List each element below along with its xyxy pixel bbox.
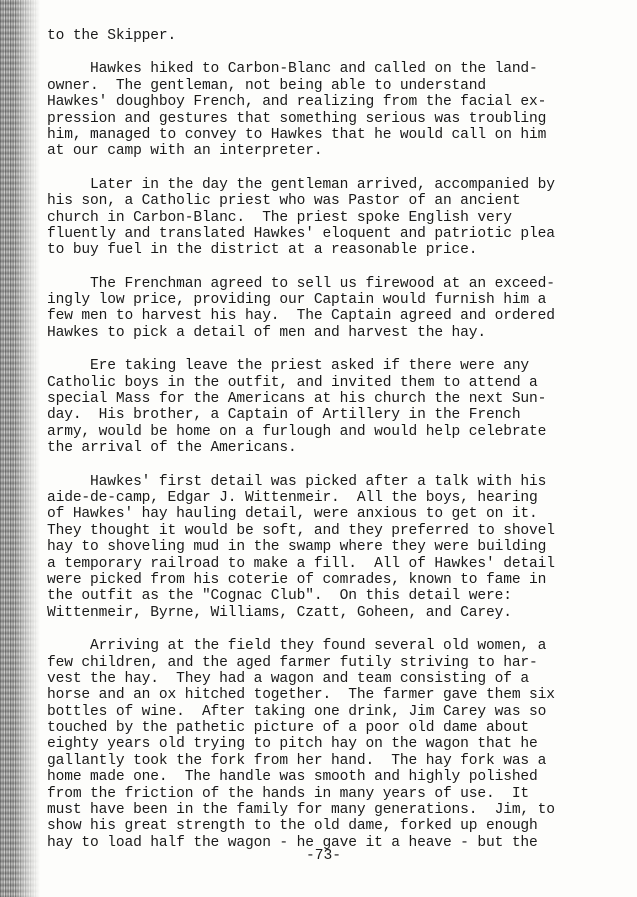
text-line: must have been in the family for many generations. Jim, to <box>47 802 555 819</box>
text-line: few children, and the aged farmer futily striving to har- <box>47 654 538 671</box>
text-line: day. His brother, a Captain of Artillery in the French <box>47 407 521 424</box>
text-line: special Mass for the Americans at his church the next Sun- <box>47 391 547 408</box>
text-line: at our camp with an interpreter. <box>47 143 323 160</box>
text-line: show his great strength to the old dame, forked up enough <box>47 818 538 835</box>
text-line: bottles of wine. After taking one drink, Jim Carey was so <box>47 703 547 720</box>
text-line: Later in the day the gentleman arrived, accompanied by <box>47 176 555 193</box>
paragraph <box>47 28 617 44</box>
paragraph <box>47 61 617 159</box>
text-line: to buy fuel in the district at a reasonable price. <box>47 242 478 259</box>
text-line: ingly low price, providing our Captain would furnish him a <box>47 292 547 309</box>
text-line: hay to load half the wagon - he gave it a heave - but the <box>47 834 538 851</box>
text-line: gallantly took the fork from her hand. The hay fork was a <box>47 752 547 769</box>
page-number: -73- <box>305 848 342 864</box>
text-line: of Hawkes' hay hauling detail, were anxious to get on it. <box>47 506 538 523</box>
paragraph <box>47 177 617 259</box>
paragraph <box>47 276 617 342</box>
text-line: Arriving at the field they found several old women, a <box>47 638 547 655</box>
text-line: Hawkes hiked to Carbon-Blanc and called on the land- <box>47 61 538 78</box>
text-line: church in Carbon-Blanc. The priest spoke English very <box>47 209 512 226</box>
text-line: a temporary railroad to make a fill. All of Hawkes' detail <box>47 555 555 572</box>
text-line: vest the hay. They had a wagon and team consisting of a <box>47 670 530 687</box>
text-line: few men to harvest his hay. The Captain agreed and ordered <box>47 308 555 325</box>
text-line: the arrival of the Americans. <box>47 440 297 457</box>
text-line: horse and an ox hitched together. The farmer gave them six <box>47 687 555 704</box>
text-line: Hawkes to pick a detail of men and harvest the hay. <box>47 324 486 341</box>
text-line: Ere taking leave the priest asked if there were any <box>47 358 530 375</box>
text-line: were picked from his coterie of comrades, known to fame in <box>47 571 547 588</box>
text-line: aide-de-camp, Edgar J. Wittenmeir. All the boys, hearing <box>47 489 538 506</box>
binding-edge-shadow <box>0 0 40 897</box>
text-line: eighty years old trying to pitch hay on the wagon that he <box>47 736 538 753</box>
text-line: Catholic boys in the outfit, and invited them to attend a <box>47 374 538 391</box>
text-line: pression and gestures that something serious was troubling <box>47 110 547 127</box>
paragraph <box>47 638 617 851</box>
text-line: owner. The gentleman, not being able to understand <box>47 77 486 94</box>
text-line: to the Skipper. <box>47 28 177 44</box>
text-line: him, managed to convey to Hawkes that he would call on him <box>47 126 547 143</box>
text-line: fluently and translated Hawkes' eloquent and patriotic plea <box>47 225 555 242</box>
text-line: Hawkes' first detail was picked after a talk with his <box>47 473 547 490</box>
paragraph <box>47 474 617 622</box>
text-line: The Frenchman agreed to sell us firewood at an exceed- <box>47 275 555 292</box>
text-line: Wittenmeir, Byrne, Williams, Czatt, Goheen, and Carey. <box>47 604 512 621</box>
body-text <box>47 28 617 851</box>
text-line: home made one. The handle was smooth and highly polished <box>47 769 538 786</box>
text-line: his son, a Catholic priest who was Pastor of an ancient <box>47 193 521 210</box>
text-line: touched by the pathetic picture of a poor old dame about <box>47 720 530 737</box>
text-line: the outfit as the "Cognac Club". On this detail were: <box>47 588 512 605</box>
text-line: Hawkes' doughboy French, and realizing from the facial ex- <box>47 94 547 111</box>
text-line: army, would be home on a furlough and would help celebrate <box>47 423 547 440</box>
text-line: from the friction of the hands in many years of use. It <box>47 785 530 802</box>
text-line: They thought it would be soft, and they preferred to shovel <box>47 522 555 539</box>
paragraph <box>47 358 617 456</box>
text-line: hay to shoveling mud in the swamp where they were building <box>47 539 547 556</box>
